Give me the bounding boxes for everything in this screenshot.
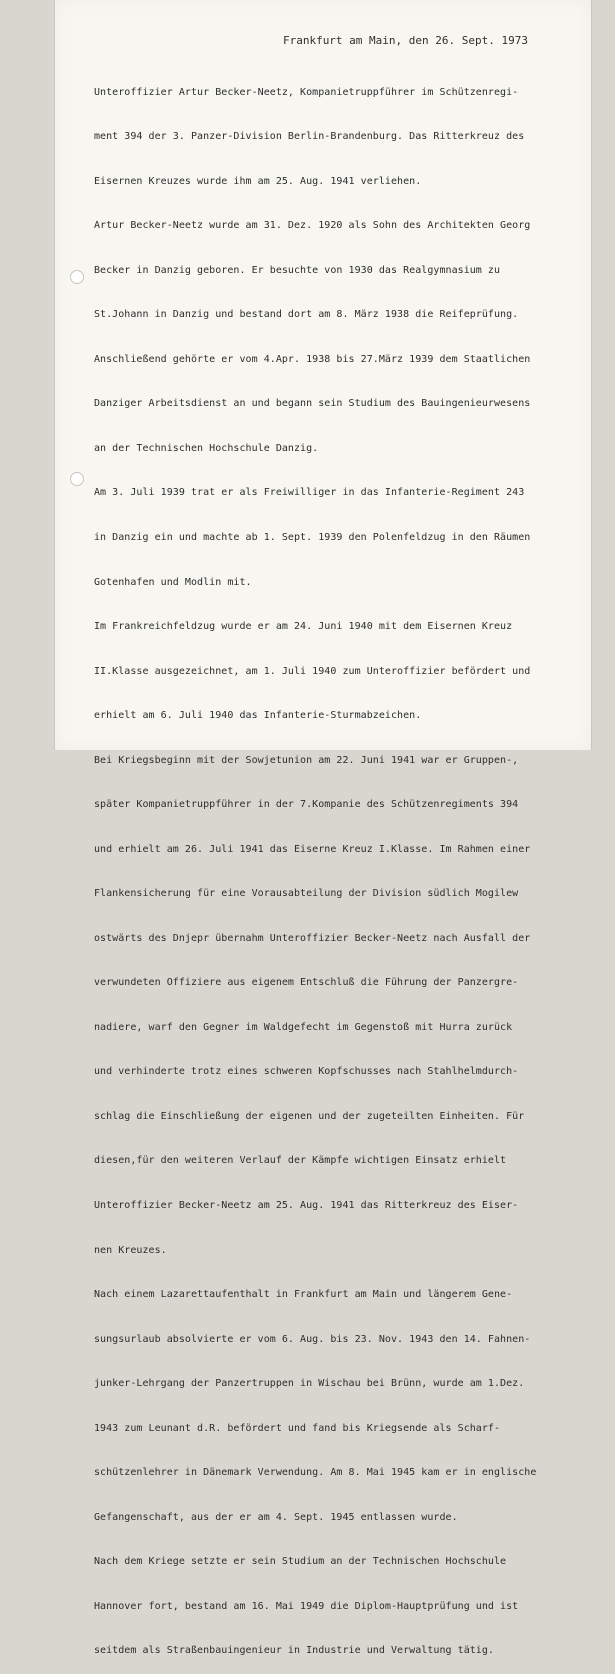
- document-line: in Danzig ein und machte ab 1. Sept. 1939 den Polenfeldzug in den Räumen: [94, 532, 531, 543]
- document-line: Gotenhafen und Modlin mit.: [94, 576, 252, 588]
- document-line: Artur Becker-Neetz wurde am 31. Dez. 1920 als Sohn des Architekten Georg: [94, 220, 531, 232]
- document-line: Flankensicherung für eine Vorausabteilung der Division südlich Mogilew: [94, 888, 519, 900]
- document-line: Unteroffizier Becker-Neetz am 25. Aug. 1941 das Ritterkreuz des Eiser-: [94, 1199, 519, 1211]
- document-line: Am 3. Juli 1939 trat er als Freiwilliger in das Infanterie-Regiment 243: [94, 487, 525, 499]
- document-line: 1943 zum Leunant d.R. befördert und fand bis Kriegsende als Scharf-: [94, 1422, 501, 1434]
- document-line: Gefangenschaft, aus der er am 4. Sept. 1945 entlassen wurde.: [94, 1511, 458, 1523]
- document-line: und verhinderte trotz eines schweren Kopfschusses nach Stahlhelmdurch-: [94, 1066, 519, 1078]
- document-line: Unteroffizier Artur Becker-Neetz, Kompanietruppführer im Schützenregi-: [94, 86, 519, 98]
- document-line: Anschließend gehörte er vom 4.Apr. 1938 bis 27.März 1939 dem Staatlichen: [94, 353, 531, 365]
- document-line: nen Kreuzes.: [94, 1244, 167, 1256]
- document-line: Danziger Arbeitsdienst an und begann sein Studium des Bauingenieurwesens: [94, 398, 531, 410]
- document-line: Nach dem Kriege setzte er sein Studium an der Technischen Hochschule: [94, 1556, 507, 1568]
- document-line: Im Frankreichfeldzug wurde er am 24. Juni 1940 mit dem Eisernen Kreuz: [94, 621, 513, 633]
- document-line: ment 394 der 3. Panzer-Division Berlin-Brandenburg. Das Ritterkreuz des: [94, 131, 525, 143]
- document-line: Nach einem Lazarettaufenthalt in Frankfurt am Main und längerem Gene-: [94, 1289, 513, 1301]
- document-line: Bei Kriegsbeginn mit der Sowjetunion am 22. Juni 1941 war er Gruppen-,: [94, 754, 519, 766]
- document-line: später Kompanietruppführer in der 7.Kompanie des Schützenregiments 394: [94, 799, 519, 811]
- document-line: nadiere, warf den Gegner im Waldgefecht im Gegenstoß mit Hurra zurück: [94, 1021, 513, 1033]
- date-line: Frankfurt am Main, den 26. Sept. 1973: [282, 34, 528, 47]
- document-line: verwundeten Offiziere aus eigenem Entschluß die Führung der Panzergre-: [94, 977, 519, 989]
- document-line: Becker in Danzig geboren. Er besuchte von 1930 das Realgymnasium zu: [94, 264, 501, 276]
- document-line: und erhielt am 26. Juli 1941 das Eiserne Kreuz I.Klasse. Im Rahmen einer: [94, 843, 531, 855]
- document-line: schlag die Einschließung der eigenen und der zugeteilten Einheiten. Für: [94, 1110, 525, 1122]
- document-line: schützenlehrer in Dänemark Verwendung. Am 8. Mai 1945 kam er in englische: [94, 1467, 537, 1479]
- document-line: Hannover fort, bestand am 16. Mai 1949 die Diplom-Hauptprüfung und ist: [94, 1600, 519, 1612]
- punch-hole: [70, 472, 84, 486]
- document-line: an der Technischen Hochschule Danzig.: [94, 442, 319, 454]
- document-line: St.Johann in Danzig und bestand dort am 8. März 1938 die Reifeprüfung.: [94, 309, 519, 321]
- document-line: sungsurlaub absolvierte er vom 6. Aug. bis 23. Nov. 1943 den 14. Fahnen-: [94, 1333, 531, 1345]
- punch-hole: [70, 270, 84, 284]
- document-body: [94, 56, 547, 1674]
- document-line: II.Klasse ausgezeichnet, am 1. Juli 1940 zum Unteroffizier befördert und: [94, 665, 531, 677]
- document-line: erhielt am 6. Juli 1940 das Infanterie-Sturmabzeichen.: [94, 710, 422, 722]
- document-line: diesen,für den weiteren Verlauf der Kämpfe wichtigen Einsatz erhielt: [94, 1155, 507, 1167]
- document-line: ostwärts des Dnjepr übernahm Unteroffizier Becker-Neetz nach Ausfall der: [94, 932, 531, 944]
- document-line: junker-Lehrgang der Panzertruppen in Wischau bei Brünn, wurde am 1.Dez.: [94, 1378, 525, 1390]
- document-line: seitdem als Straßenbauingenieur in Industrie und Verwaltung tätig.: [94, 1645, 494, 1657]
- document-line: Eisernen Kreuzes wurde ihm am 25. Aug. 1941 verliehen.: [94, 175, 422, 187]
